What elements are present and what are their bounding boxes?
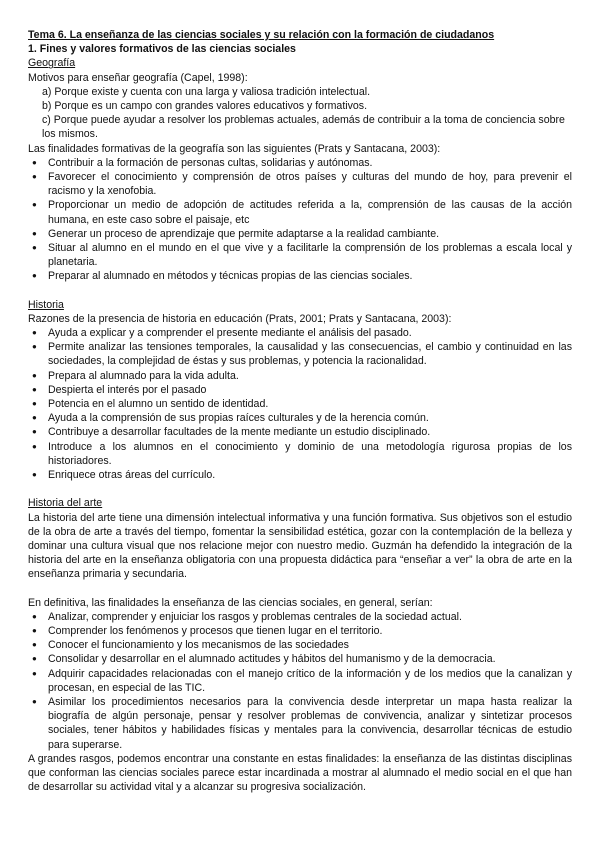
list-item: ● Contribuye a desarrollar facultades de la mente mediante un estudio disciplinado. xyxy=(28,425,572,439)
list-item: ● Enriquece otras áreas del currículo. xyxy=(28,468,572,482)
list-item: ● Comprender los fenómenos y procesos que tienen lugar en el territorio. xyxy=(28,624,572,638)
geografia-finalidades-list xyxy=(28,156,572,284)
page-title: Tema 6. La enseñanza de las ciencias sociales y su relación con la formación de ciudadanos xyxy=(28,29,495,41)
document-page xyxy=(28,28,572,794)
list-item: ● Asimilar los procedimientos necesarios para la convivencia desde interpretar un mapa hasta realizar la biografía de algún personaje, pensar y resolver problemas de convivencia, analizar y sintetizar procesos sociales, tener hábitos y habilidades físicas y mentales para la convivencia, desarrollar técnicas de estudio para superarse. xyxy=(28,695,572,752)
geografia-heading: Geografía xyxy=(28,57,76,70)
conclusion-intro: En definitiva, las finalidades la enseñanza de las ciencias sociales, en general, serían: xyxy=(28,596,433,609)
conclusion-closing: A grandes rasgos, podemos encontrar una constante en estas finalidades: la enseñanza de las distintas disciplinas que conforman las ciencias sociales parece estar incardinada a mostrar al alumnado el medio social en el que han de desarrollar su actividad vital y a alcanzar su progresiva socialización. xyxy=(28,752,572,794)
list-item: ● Contribuir a la formación de personas cultas, solidarias y autónomas. xyxy=(28,156,572,170)
historia-arte-heading: Historia del arte xyxy=(28,497,103,510)
list-item: ● Analizar, comprender y enjuiciar los rasgos y problemas centrales de la sociedad actual. xyxy=(28,610,572,624)
conclusion-list xyxy=(28,610,572,752)
list-item: ● Introduce a los alumnos en el conocimiento y dominio de una metodología rigurosa propias de los historiadores. xyxy=(28,440,572,468)
section-subtitle: 1. Fines y valores formativos de las ciencias sociales xyxy=(28,43,296,56)
list-item: ● Generar un proceso de aprendizaje que permite adaptarse a la realidad cambiante. xyxy=(28,227,572,241)
list-item: ● Prepara al alumnado para la vida adulta. xyxy=(28,369,572,383)
geografia-finalidades-intro: Las finalidades formativas de la geografía son las siguientes (Prats y Santacana, 2003): xyxy=(28,142,441,155)
list-item: ● Despierta el interés por el pasado xyxy=(28,383,572,397)
historia-arte-paragraph: La historia del arte tiene una dimensión intelectual informativa y una función formativa. Sus objetivos son el estudio de la obra de arte a través del tiempo, fomentar la sensibilidad estética, gozar con la contemplación de la belleza y dominar una cultura visual que nos relacione mejor con nuestro medio. Guzmán ha defendido la integración de la historia del arte en la enseñanza obligatoria con una propuesta didáctica para “enseñar a ver” la obra de arte en la enseñanza primaria y secundaria. xyxy=(28,511,572,581)
historia-list xyxy=(28,326,572,482)
list-item: ● Proporcionar un medio de adopción de actitudes referida a la, comprensión de las causas de la acción humana, en este caso sobre el paisaje, etc xyxy=(28,198,572,226)
list-item: ● Favorecer el conocimiento y comprensión de otros países y culturas del mundo de hoy, para prevenir el racismo y la xenofobia. xyxy=(28,170,572,198)
list-item: a) Porque existe y cuenta con una larga y valiosa tradición intelectual. xyxy=(42,85,371,98)
list-item: b) Porque es un campo con grandes valores educativos y formativos. xyxy=(42,100,368,113)
geografia-reasons-list xyxy=(28,85,572,142)
historia-heading: Historia xyxy=(28,298,64,311)
list-item: ● Preparar al alumnado en métodos y técnicas propias de las ciencias sociales. xyxy=(28,269,572,283)
historia-intro: Razones de la presencia de historia en educación (Prats, 2001; Prats y Santacana, 2003): xyxy=(28,312,452,325)
list-item: ● Permite analizar las tensiones temporales, la causalidad y las consecuencias, el cambio y continuidad en las sociedades, la complejidad de éstas y sus problemas, y potencia la racionalidad. xyxy=(28,340,572,368)
list-item: ● Adquirir capacidades relacionadas con el manejo crítico de la información y de los medios que la canalizan y procesan, en especial de las TIC. xyxy=(28,667,572,695)
geografia-intro: Motivos para enseñar geografía (Capel, 1998): xyxy=(28,71,248,84)
list-item: ● Consolidar y desarrollar en el alumnado actitudes y hábitos del humanismo y de la democracia. xyxy=(28,652,572,666)
list-item: ● Potencia en el alumno un sentido de identidad. xyxy=(28,397,572,411)
list-item: ● Ayuda a la comprensión de sus propias raíces culturales y de la herencia común. xyxy=(28,411,572,425)
list-item: ● Conocer el funcionamiento y los mecanismos de las sociedades xyxy=(28,638,572,652)
list-item: ● Ayuda a explicar y a comprender el presente mediante el análisis del pasado. xyxy=(28,326,572,340)
list-item: c) Porque puede ayudar a resolver los problemas actuales, además de contribuir a la toma de conciencia sobre los mismos. xyxy=(42,114,565,141)
list-item: ● Situar al alumno en el mundo en el que vive y a facilitarle la comprensión de los problemas a escala local y planetaria. xyxy=(28,241,572,269)
